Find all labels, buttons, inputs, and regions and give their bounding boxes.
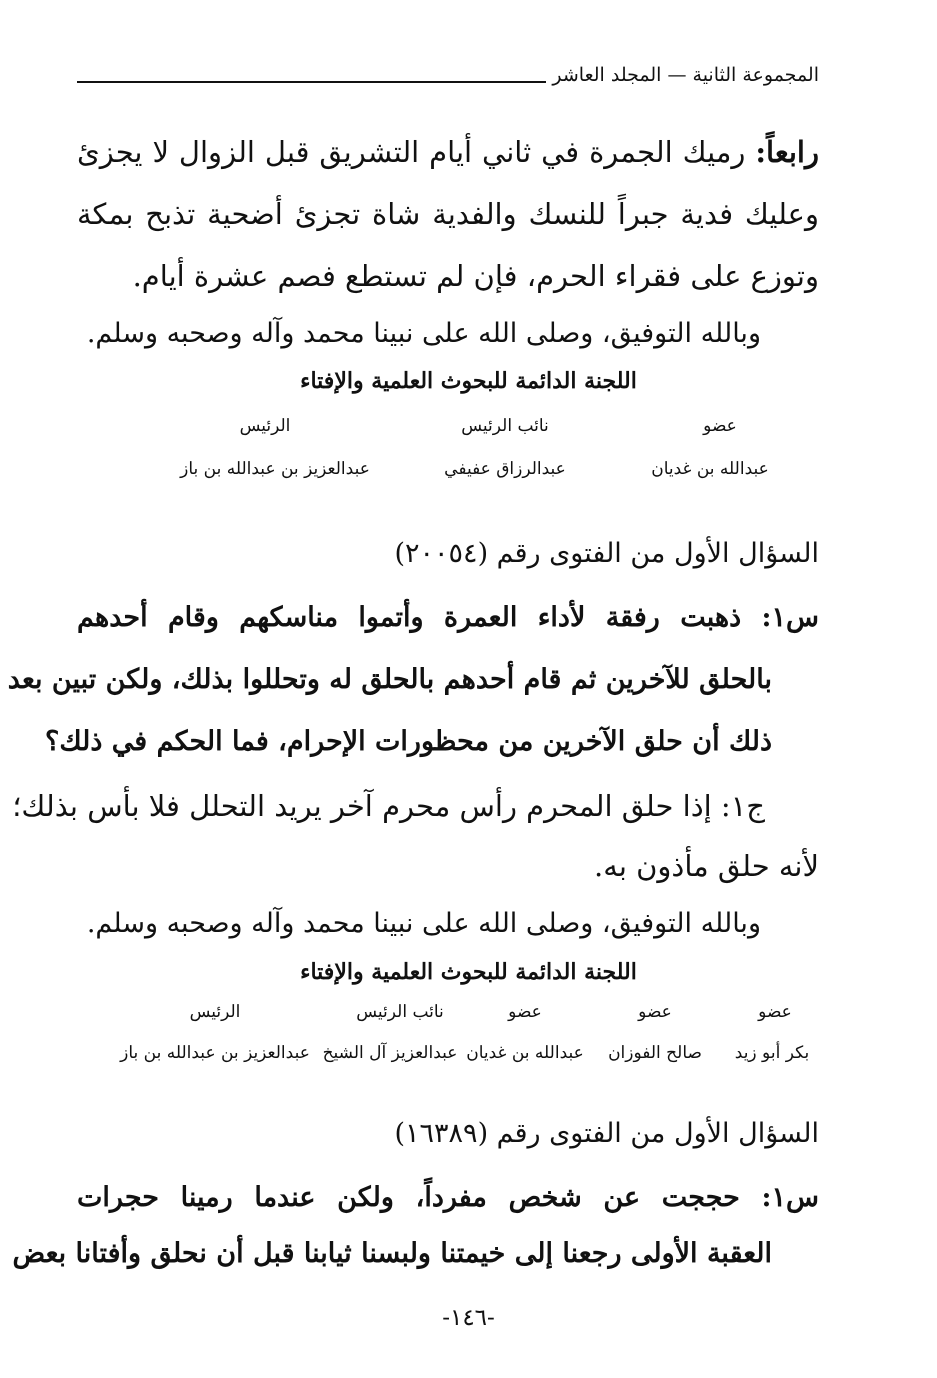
section2-committee: اللجنة الدائمة للبحوث العلمية والإفتاء [300,959,637,985]
section2-role-2: عضو [638,1002,672,1022]
section3-question-1: س١: حججت عن شخص مفرداً، ولكن عندما رمينا حجرات [77,1182,819,1213]
section1-role-2: نائب الرئيس [461,416,549,436]
section2-question-2: بالحلق للآخرين ثم قام أحدهم بالحلق له وتحللوا بذلك، ولكن تبين بعد [7,664,772,695]
section2-question-3: ذلك أن حلق الآخرين من محظورات الإحرام، فما الحكم في ذلك؟ [45,726,772,757]
section1-committee: اللجنة الدائمة للبحوث العلمية والإفتاء [300,368,637,394]
section3-question-2: العقبة الأولى رجعنا إلى خيمتنا ولبسنا ثيابنا قبل أن نحلق وأفتانا بعض [12,1238,772,1269]
header-title: المجموعة الثانية — المجلد العاشر [552,64,819,86]
section3-heading: السؤال الأول من الفتوى رقم (١٦٣٨٩) [394,1118,819,1149]
section2-role-1: عضو [758,1002,792,1022]
section2-answer-2: لأنه حلق مأذون به. [594,849,819,883]
section1-role-1: عضو [703,416,737,436]
section1-name-2: عبدالرزاق عفيفي [444,459,566,479]
item-label: رابعاً: [755,135,819,169]
section1-line-3: وتوزع على فقراء الحرم، فإن لم تستطع فصم عشرة أيام. [132,259,819,293]
section2-role-5: الرئيس [189,1002,241,1022]
section2-name-2: صالح الفوزان [608,1043,702,1063]
header-rule [77,81,546,83]
section2-answer-1: ج١: إذا حلق المحرم رأس محرم آخر يريد التحلل فلا بأس بذلك؛ [12,789,765,823]
section1-name-1: عبدالله بن غديان [651,459,769,479]
section1-closing: وبالله التوفيق، وصلى الله على نبينا محمد وآله وصحبه وسلم. [86,318,761,349]
section2-name-1: بكر أبو زيد [734,1043,810,1063]
section2-role-4: نائب الرئيس [356,1002,444,1022]
section2-name-3: عبدالله بن غديان [466,1043,584,1063]
section2-question-1: س١: ذهبت رفقة لأداء العمرة وأتموا مناسكهم وقام أحدهم [77,602,819,633]
section1-name-3: عبدالعزيز بن عبدالله بن باز [180,459,370,479]
line-text: رميك الجمرة في ثاني أيام التشريق قبل الزوال لا يجزئ [77,135,756,169]
page-number: -١٤٦- [442,1305,495,1331]
section2-role-3: عضو [508,1002,542,1022]
section1-line-2: وعليك فدية جبراً للنسك والفدية شاة تجزئ أضحية تذبح بمكة [77,197,819,231]
section2-closing: وبالله التوفيق، وصلى الله على نبينا محمد وآله وصحبه وسلم. [86,908,761,939]
section2-name-5: عبدالعزيز بن عبدالله بن باز [120,1043,310,1063]
running-header [77,66,819,85]
section1-line-1 [77,136,819,169]
section2-heading: السؤال الأول من الفتوى رقم (٢٠٠٥٤) [394,538,819,569]
section1-role-3: الرئيس [239,416,291,436]
section2-name-4: عبدالعزيز آل الشيخ [322,1043,458,1063]
